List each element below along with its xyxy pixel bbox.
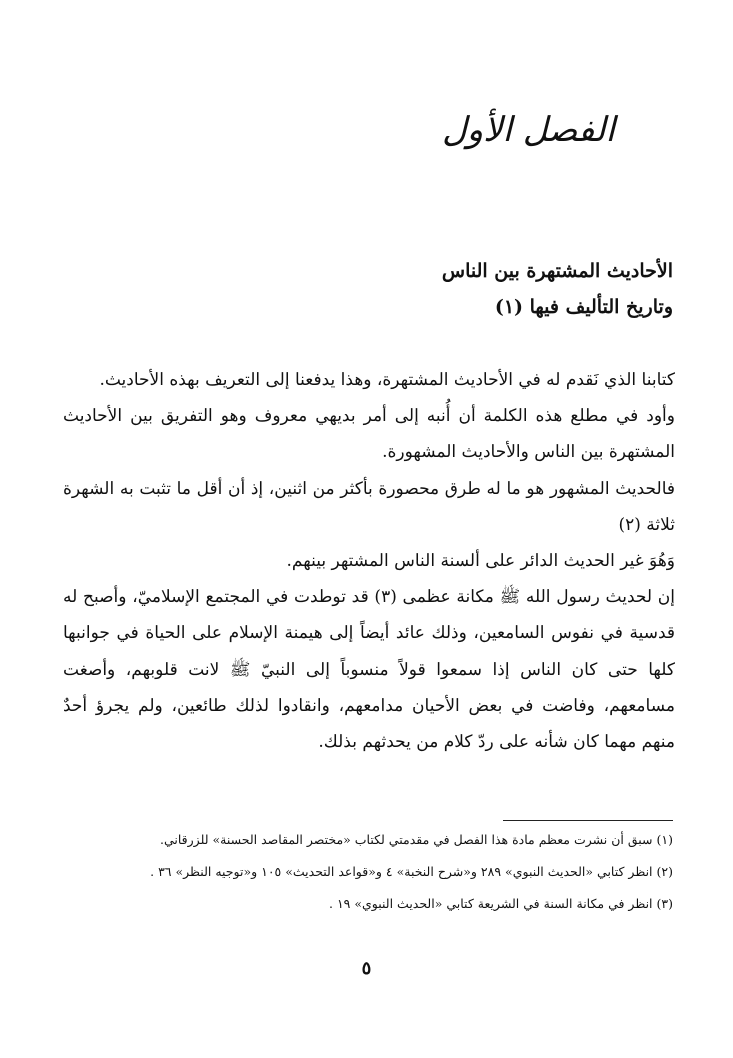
paragraph-1: كتابنا الذي نَقدم له في الأحاديث المشتهرة، وهذا يدفعنا إلى التعريف بهذه الأحاديث. bbox=[99, 370, 675, 390]
footnotes bbox=[61, 824, 673, 920]
footnote-3: (٣) انظر في مكانة السنة في الشريعة كتابي «الحديث النبوي» ١٩ . bbox=[329, 896, 673, 911]
chapter-title: الفصل الأول bbox=[441, 110, 615, 150]
section-heading bbox=[442, 253, 673, 325]
section-heading-line-1: الأحاديث المشتهرة بين الناس bbox=[441, 260, 673, 282]
section-heading-line-2: وتاريخ التأليف فيها (١) bbox=[494, 296, 673, 318]
footnote-divider bbox=[503, 820, 673, 821]
footnote-1: (١) سبق أن نشرت معظم مادة هذا الفصل في مقدمتي لكتاب «مختصر المقاصد الحسنة» للزرقاني. bbox=[159, 832, 673, 847]
paragraph-2: وأود في مطلع هذه الكلمة أن أُنبه إلى أمر بديهي معروف وهو التفريق بين الأحاديث المشتهرة بين الناس والأحاديث المشهورة. bbox=[63, 406, 675, 463]
paragraph-3: فالحديث المشهور هو ما له طرق محصورة بأكثر من اثنين، إذ أن أقل ما تثبت به الشهرة ثلاثة (٢) bbox=[63, 478, 675, 535]
paragraph-4: وَهُوَ غير الحديث الدائر على ألسنة الناس المشتهر بينهم. bbox=[286, 551, 675, 572]
body-text bbox=[63, 362, 675, 760]
footnote-2: (٢) انظر كتابي «الحديث النبوي» ٢٨٩ و«شرح النخبة» ٤ و«قواعد التحديث» ١٠٥ و«توجيه النظر» ٣٦ . bbox=[150, 864, 673, 879]
paragraph-5: إن لحديث رسول الله ﷺ مكانة عظمى (٣) قد توطدت في المجتمع الإسلاميّ، وأصبح له قدسية في نفوس السامعين، وذلك عائد أيضاً إلى هيمنة الإسلام على الحياة في جوانبها كلها حتى كان الناس إذا سمعوا قولاً منسوباً إلى النبيّ ﷺ لانت قلوبهم، وأصغت مسامعهم، وفاضت في بعض الأحيان مدامعهم، وانقادوا لذلك طائعين، ولم يجرؤ أحدٌ منهم مهما كان شأنه على ردّ كلام من يحدثهم بذلك. bbox=[63, 587, 675, 753]
page-number: ٥ bbox=[361, 958, 372, 979]
